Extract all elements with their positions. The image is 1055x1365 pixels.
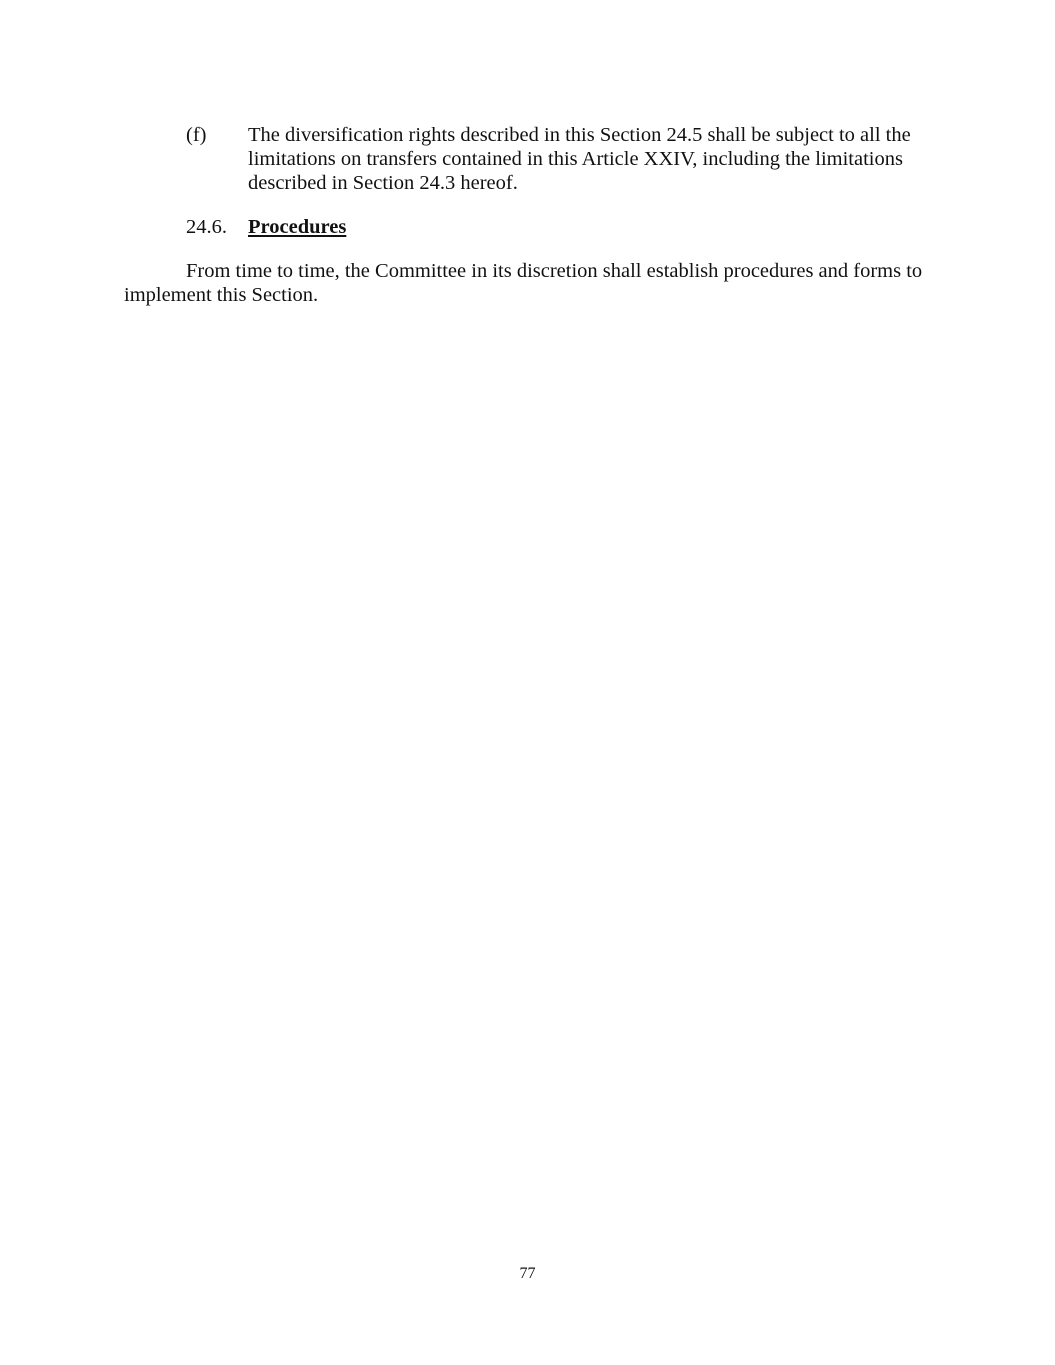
list-item-line: limitations on transfers contained in this Article XXIV, including the limitations <box>248 148 903 170</box>
page-number: 77 <box>519 1265 536 1282</box>
list-item-text <box>248 123 928 195</box>
body-paragraph <box>124 259 939 307</box>
paragraph-line: implement this Section. <box>124 284 319 306</box>
list-item-f <box>186 123 946 195</box>
section-number: 24.6. <box>186 216 227 238</box>
list-item-line: described in Section 24.3 hereof. <box>248 172 518 194</box>
paragraph-line: From time to time, the Committee in its discretion shall establish procedures and forms to <box>186 260 923 282</box>
section-heading <box>186 215 346 239</box>
list-item-line: The diversification rights described in this Section 24.5 shall be subject to all the <box>248 124 911 146</box>
section-title: Procedures <box>248 216 347 238</box>
list-item-marker: (f) <box>186 124 207 146</box>
